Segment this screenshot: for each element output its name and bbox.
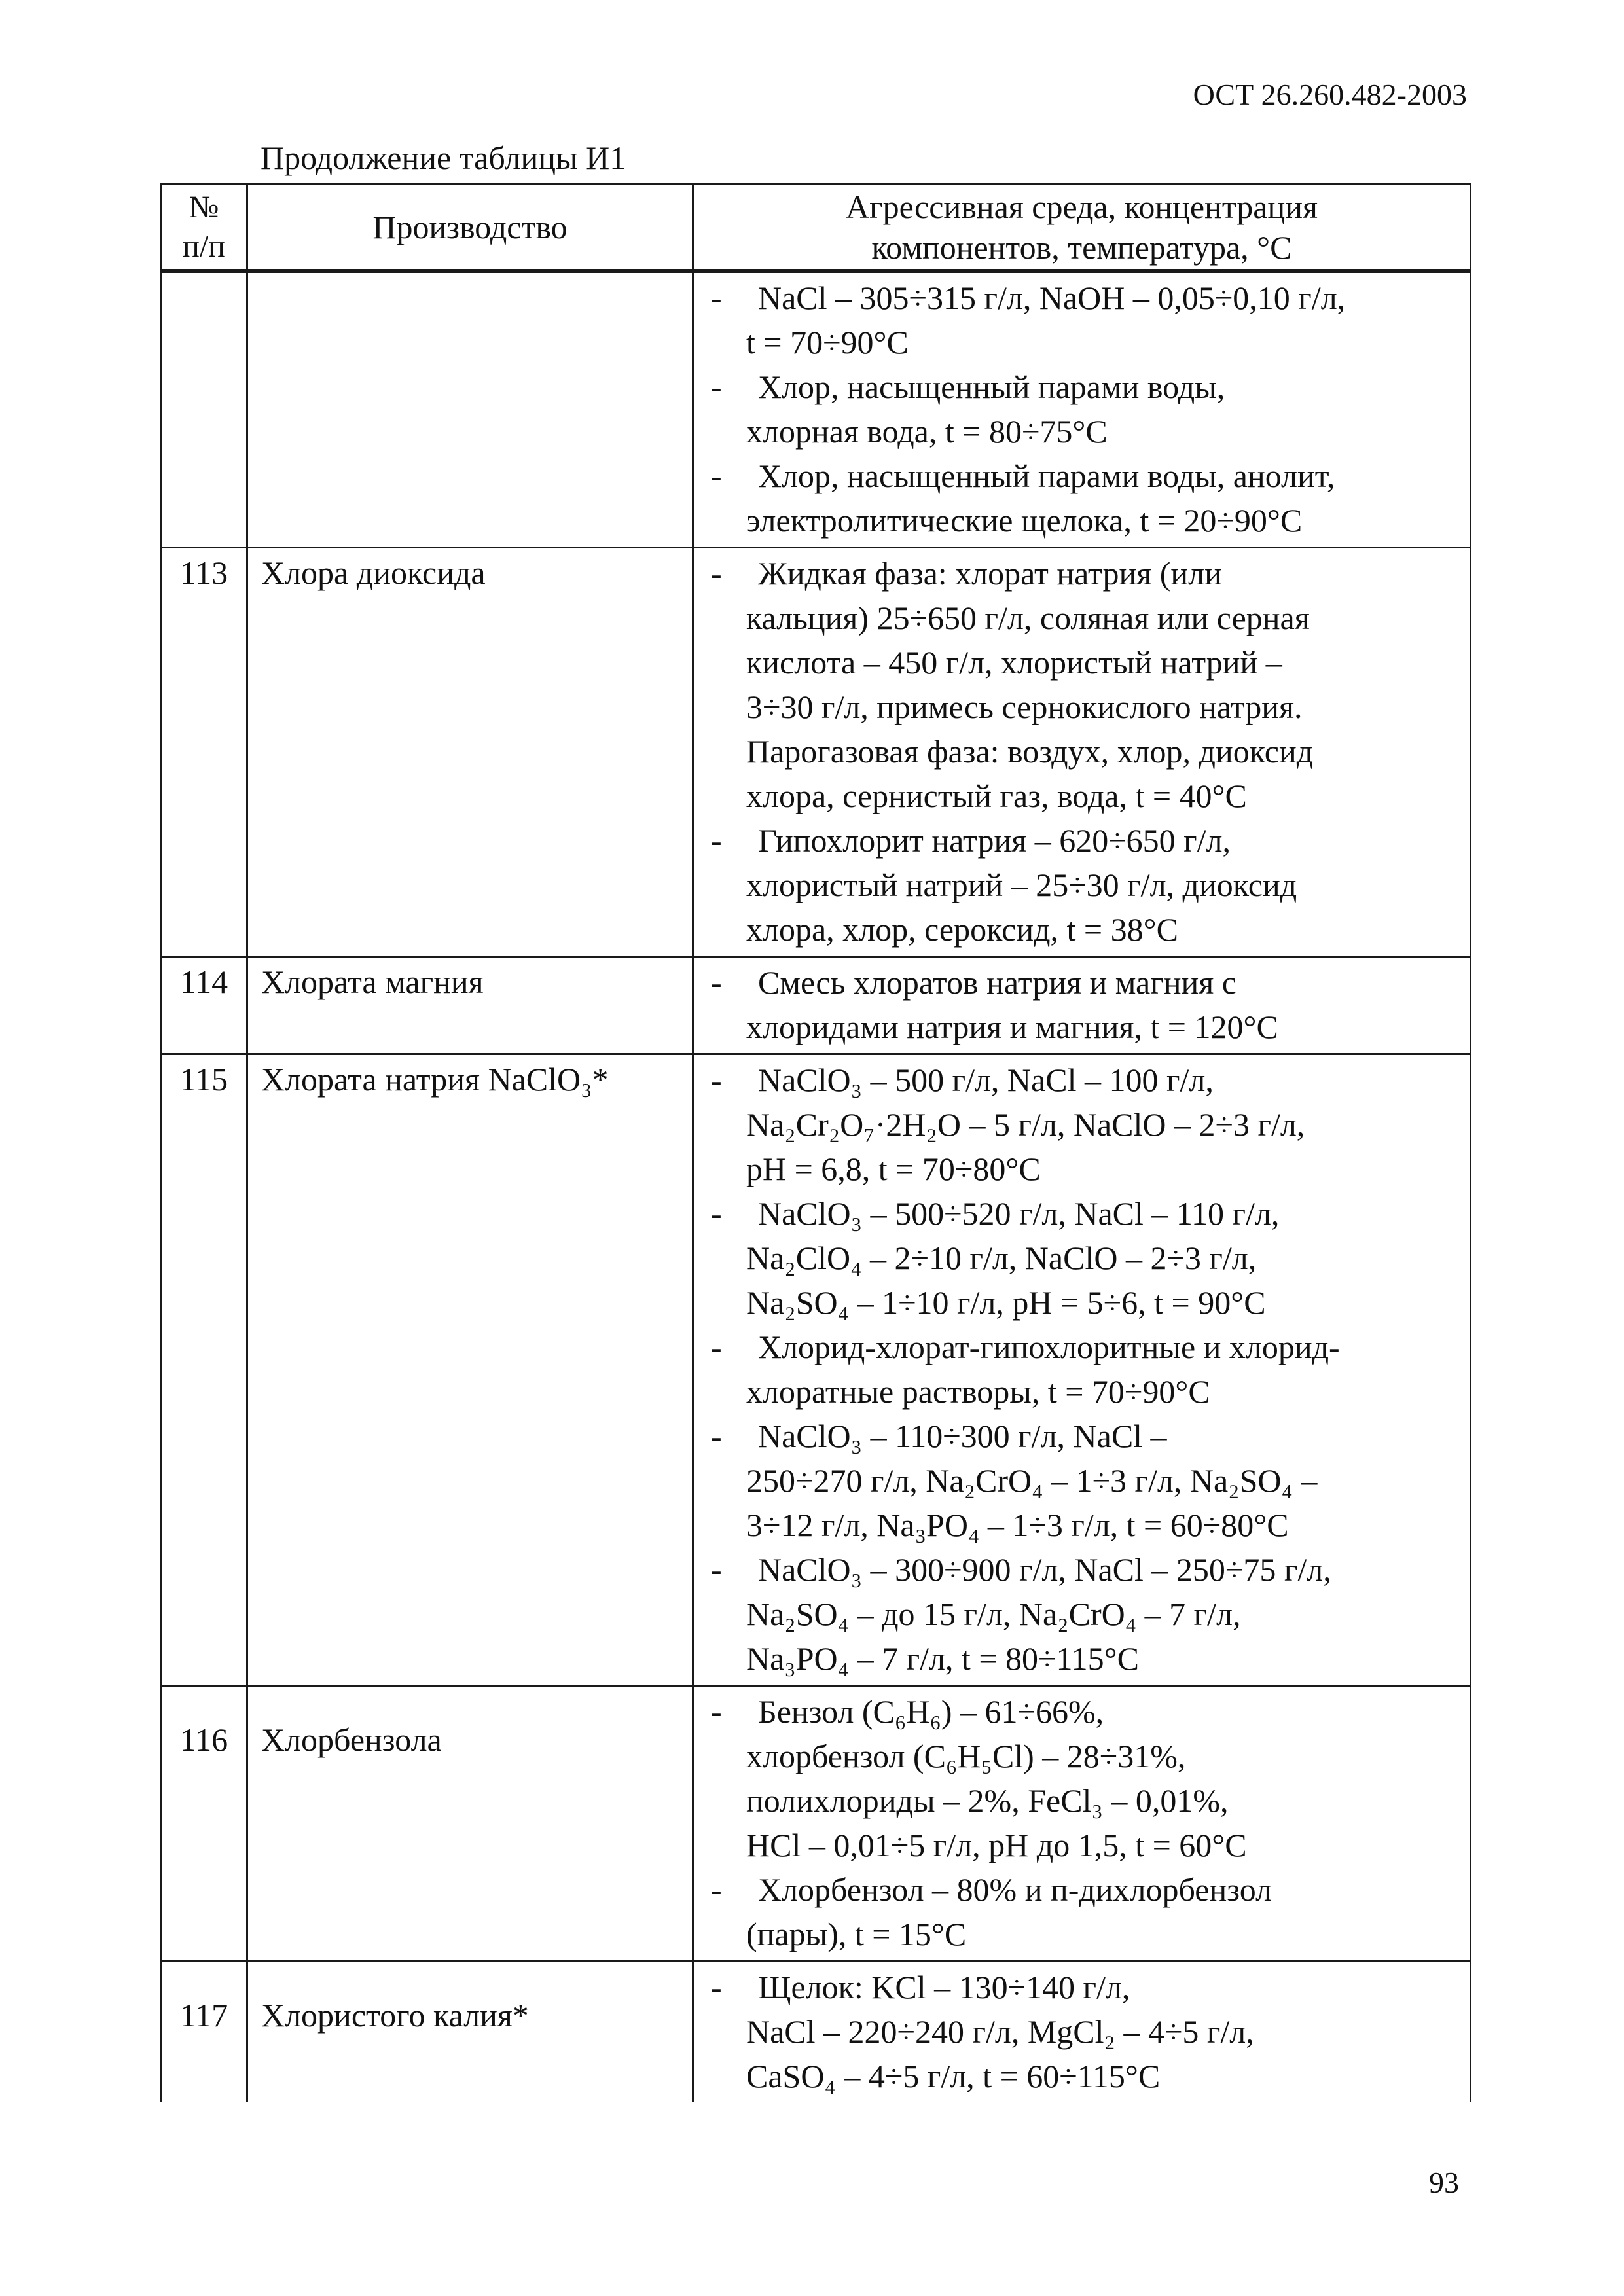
medium-line: Щелок: KCl – 130÷140 г/л,: [758, 1969, 1130, 2005]
production-cell: [248, 1687, 694, 1960]
row-number-cell: [162, 958, 248, 1053]
medium-list-item: [704, 960, 1460, 1049]
medium-list-item: [704, 1867, 1460, 1956]
medium-line: Хлор, насыщенный парами воды, анолит,: [758, 457, 1335, 494]
medium-line: Na₂SO₄ – 1÷10 г/л, pH = 5÷6, t = 90°С: [746, 1284, 1266, 1321]
medium-line: кальция) 25÷650 г/л, соляная или серная: [746, 600, 1310, 636]
medium-line: полихлориды – 2%, FeCl₃ – 0,01%,: [746, 1782, 1229, 1819]
medium-line: HCl – 0,01÷5 г/л, pH до 1,5, t = 60°С: [746, 1827, 1247, 1863]
header-num-cell: [162, 185, 248, 269]
table-body: [160, 271, 1471, 2102]
medium-list-item: [704, 1325, 1460, 1414]
medium-cell: [694, 958, 1470, 1053]
header-production-cell: [248, 185, 694, 269]
production-cell: [248, 548, 694, 956]
medium-line: Na₃PO₄ – 7 г/л, t = 80÷115°С: [746, 1640, 1139, 1677]
medium-line: Парогазовая фаза: воздух, хлор, диоксид: [746, 733, 1314, 770]
medium-line: хлоридами натрия и магния, t = 120°С: [746, 1009, 1278, 1045]
medium-line: хлорбензол (C₆H₅Cl) – 28÷31%,: [746, 1738, 1186, 1774]
header-production: Производство: [372, 209, 568, 245]
header-num-line2: п/п: [183, 229, 225, 264]
medium-line: CaSO₄ – 4÷5 г/л, t = 60÷115°С: [746, 2058, 1161, 2094]
row-number: 114: [179, 963, 228, 1000]
header-medium-line1: Агрессивная среда, концентрация: [846, 188, 1318, 225]
medium-line: 250÷270 г/л, Na₂CrO₄ – 1÷3 г/л, Na₂SO₄ –: [746, 1462, 1318, 1499]
medium-line: Смесь хлоратов натрия и магния с: [758, 964, 1236, 1001]
medium-list-item: [704, 1965, 1460, 2098]
row-number-cell: [162, 1962, 248, 2102]
medium-line: хлора, сернистый газ, вода, t = 40°С: [746, 778, 1247, 814]
medium-line: кислота – 450 г/л, хлористый натрий –: [746, 644, 1282, 681]
list-dash: -: [711, 822, 722, 859]
medium-line: 3÷12 г/л, Na₃PO₄ – 1÷3 г/л, t = 60÷80°С: [746, 1507, 1289, 1543]
production-cell: [248, 1962, 694, 2102]
medium-list-item: [704, 1058, 1460, 1191]
production-cell: [248, 273, 694, 547]
production-cell: [248, 958, 694, 1053]
row-number-cell: [162, 273, 248, 547]
row-number-cell: [162, 548, 248, 956]
medium-line: хлоратные растворы, t = 70÷90°С: [746, 1373, 1210, 1410]
medium-line: NaClO₃ – 500 г/л, NaCl – 100 г/л,: [758, 1062, 1214, 1098]
medium-list-item: [704, 1414, 1460, 1547]
medium-list-item: [704, 276, 1460, 365]
medium-list-item: [704, 1191, 1460, 1325]
medium-line: Na₂Cr₂O₇·2H₂O – 5 г/л, NaClO – 2÷3 г/л,: [746, 1106, 1305, 1143]
medium-line: Хлорбензол – 80% и п-дихлорбензол: [758, 1871, 1272, 1908]
medium-line: Гипохлорит натрия – 620÷650 г/л,: [758, 822, 1231, 859]
table-row: [160, 1053, 1471, 1685]
page-number: 93: [1429, 2166, 1459, 2199]
list-dash: -: [711, 1871, 722, 1908]
header-num-line1: №: [189, 190, 219, 224]
medium-list-item: [704, 551, 1460, 818]
table-row: [160, 1960, 1471, 2102]
row-number: 116: [179, 1721, 228, 1758]
row-number: 115: [179, 1061, 228, 1098]
production-name: Хлора диоксида: [261, 554, 486, 591]
medium-line: Жидкая фаза: хлорат натрия (или: [758, 555, 1222, 592]
medium-line: хлора, хлор, сероксид, t = 38°С: [746, 911, 1178, 948]
row-number-cell: [162, 1055, 248, 1685]
medium-list-item: [704, 454, 1460, 543]
header-medium-line2: компонентов, температура, °С: [871, 229, 1292, 266]
medium-line: pH = 6,8, t = 70÷80°С: [746, 1151, 1041, 1187]
medium-cell: [694, 548, 1470, 956]
production-cell: [248, 1055, 694, 1685]
medium-line: хлористый натрий – 25÷30 г/л, диоксид: [746, 867, 1297, 903]
medium-line: Na₂ClO₄ – 2÷10 г/л, NaClO – 2÷3 г/л,: [746, 1240, 1257, 1276]
medium-line: NaCl – 220÷240 г/л, MgCl₂ – 4÷5 г/л,: [746, 2013, 1254, 2050]
list-dash: -: [711, 368, 722, 405]
list-dash: -: [711, 1418, 722, 1454]
medium-cell: [694, 273, 1470, 547]
medium-line: Na₂SO₄ – до 15 г/л, Na₂CrO₄ – 7 г/л,: [746, 1596, 1241, 1632]
medium-list-item: [704, 818, 1460, 952]
row-number-cell: [162, 1687, 248, 1960]
list-dash: -: [711, 1195, 722, 1232]
list-dash: -: [711, 964, 722, 1001]
medium-line: 3÷30 г/л, примесь сернокислого натрия.: [746, 689, 1303, 725]
header-medium-cell: [694, 185, 1470, 269]
medium-cell: [694, 1962, 1470, 2102]
production-name: Хлората натрия NaClO₃*: [261, 1061, 609, 1098]
list-dash: -: [711, 1329, 722, 1365]
medium-line: Хлор, насыщенный парами воды,: [758, 368, 1225, 405]
list-dash: -: [711, 1969, 722, 2005]
medium-line: NaClO₃ – 110÷300 г/л, NaCl –: [758, 1418, 1167, 1454]
medium-line: t = 70÷90°С: [746, 324, 909, 361]
document-code: ОСТ 26.260.482-2003: [1193, 78, 1467, 111]
table-row: [160, 956, 1471, 1053]
list-dash: -: [711, 457, 722, 494]
table-row: [160, 547, 1471, 956]
medium-line: хлорная вода, t = 80÷75°С: [746, 413, 1108, 450]
medium-list-item: [704, 1689, 1460, 1867]
list-dash: -: [711, 1062, 722, 1098]
list-dash: -: [711, 1551, 722, 1588]
medium-line: NaClO₃ – 300÷900 г/л, NaCl – 250÷75 г/л,: [758, 1551, 1331, 1588]
medium-line: Хлорид-хлорат-гипохлоритные и хлорид-: [758, 1329, 1340, 1365]
medium-line: Бензол (C₆H₆) – 61÷66%,: [758, 1693, 1104, 1730]
list-dash: -: [711, 279, 722, 316]
table-caption: Продолжение таблицы И1: [261, 139, 626, 176]
production-name: Хлорбензола: [261, 1721, 442, 1758]
list-dash: -: [711, 1693, 722, 1730]
production-name: Хлората магния: [261, 963, 484, 1000]
substance-table: [160, 183, 1471, 2102]
table-row: [160, 271, 1471, 547]
production-name: Хлористого калия*: [261, 1997, 529, 2034]
medium-line: электролитические щелока, t = 20÷90°С: [746, 502, 1303, 539]
row-number: 113: [179, 554, 228, 591]
medium-line: NaCl – 305÷315 г/л, NaOH – 0,05÷0,10 г/л,: [758, 279, 1346, 316]
row-number: 117: [179, 1997, 228, 2034]
table-row: [160, 1685, 1471, 1960]
table-header: [160, 183, 1471, 271]
medium-list-item: [704, 365, 1460, 454]
medium-line: (пары), t = 15°С: [746, 1916, 967, 1952]
list-dash: -: [711, 555, 722, 592]
medium-cell: [694, 1055, 1470, 1685]
medium-list-item: [704, 1547, 1460, 1681]
medium-cell: [694, 1687, 1470, 1960]
medium-line: NaClO₃ – 500÷520 г/л, NaCl – 110 г/л,: [758, 1195, 1280, 1232]
